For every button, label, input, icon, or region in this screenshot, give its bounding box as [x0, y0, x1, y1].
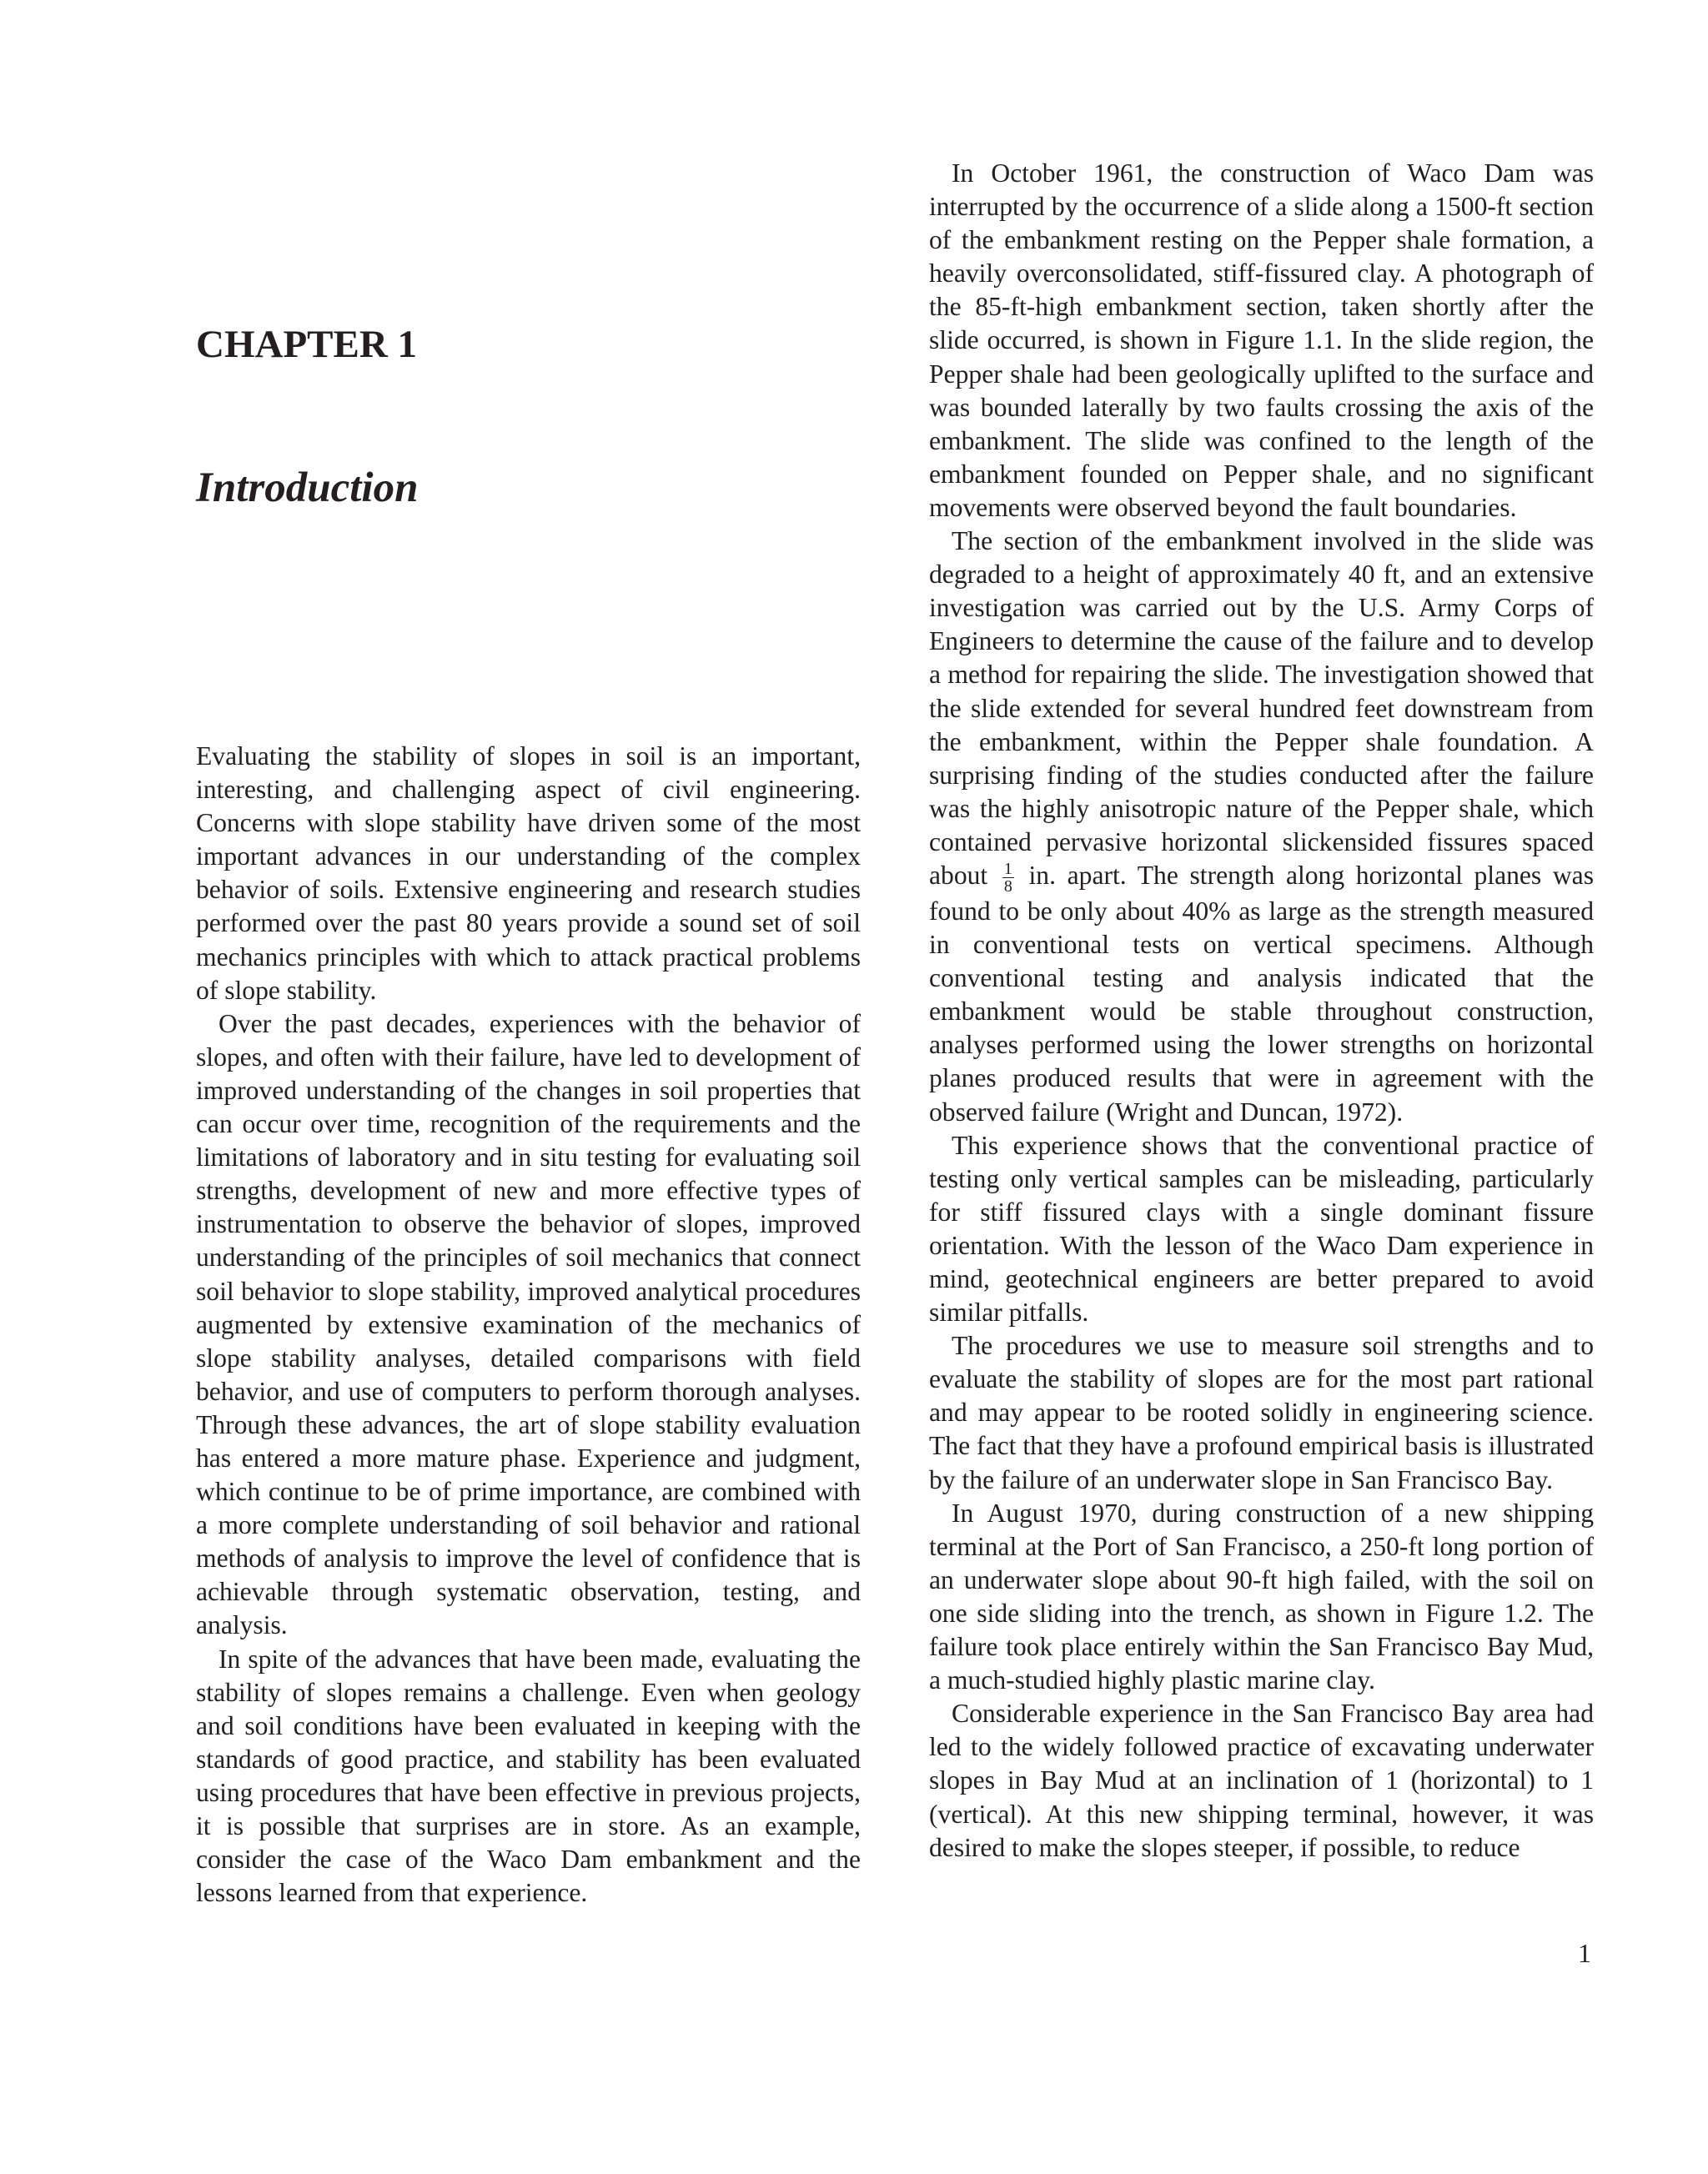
fraction	[1002, 861, 1014, 895]
chapter-title: Introduction	[196, 464, 419, 511]
paragraph-text: The section of the embankment involved in the slide was degraded to a height of approximately 40 ft, and an extensive investigation was carried out by the U.S. Army Corps of Engineers to determine the cause of the failure and to develop a method for repairing the slide. The investigation showed that the slide extended for several hundred feet downstream from the embankment, within the Pepper shale foundation. A surprising finding of the studies conducted after the failure was the highly anisotropic nature of the Pepper shale, which contained pervasive horizontal slickensided fissures spaced about	[929, 526, 1594, 890]
paragraph	[929, 525, 1594, 1129]
fraction-denominator: 8	[1003, 876, 1012, 896]
page-number: 1	[1578, 1938, 1591, 1968]
paragraph: In October 1961, the construction of Waco Dam was interrupted by the occurrence of a slide along a 1500-ft section of the embankment resting on the Pepper shale formation, a heavily overconsolidated, stiff-fissured clay. A photograph of the 85-ft-high embankment section, taken shortly after the slide occurred, is shown in Figure 1.1. In the slide region, the Pepper shale had been geologically uplifted to the surface and was bounded laterally by two faults crossing the axis of the embankment. The slide was confined to the length of the embankment founded on Pepper shale, and no significant movements were observed beyond the fault boundaries.	[929, 158, 1594, 522]
paragraph: In August 1970, during construction of a new shipping terminal at the Port of San Francisco, a 250-ft long portion of an underwater slope about 90-ft high failed, with the soil on one side sliding into the trench, as shown in Figure 1.2. The failure took place entirely within the San Francisco Bay Mud, a much-studied highly plastic marine clay.	[929, 1498, 1594, 1695]
right-column	[929, 157, 1594, 1865]
paragraph: In spite of the advances that have been made, evaluating the stability of slopes remains a challenge. Even when geology and soil conditions have been evaluated in keeping with the standards of good practice, and stability has been evaluated using procedures that have been effective in previous projects, it is possible that surprises are in store. As an example, consider the case of the Waco Dam embankment and the lessons learned from that experience.	[196, 1644, 861, 1908]
chapter-label: CHAPTER 1	[196, 323, 418, 366]
left-column	[196, 740, 861, 1910]
paragraph-text: in. apart. The strength along horizontal planes was found to be only about 40% as large as the strength measured in conventional tests on vertical specimens. Although conventional testing and analysis indicated that the embankment would be stable throughout construction, analyses performed using the lower strengths on horizontal planes produced results that were in agreement with the observed failure (Wright and Duncan, 1972).	[929, 860, 1595, 1127]
paragraph: Evaluating the stability of slopes in soil is an important, interesting, and challenging aspect of civil engineering. Concerns with slope stability have driven some of the most important advances in our understanding of the complex behavior of soils. Extensive engineering and research studies performed over the past 80 years provide a sound set of soil mechanics principles with which to attack practical problems of slope stability.	[196, 741, 861, 1005]
fraction-numerator: 1	[1003, 859, 1012, 878]
paragraph: This experience shows that the conventional practice of testing only vertical samples can be misleading, particularly for stiff fissured clays with a single dominant fissure orientation. With the lesson of the Waco Dam experience in mind, geotechnical engineers are better prepared to avoid similar pitfalls.	[929, 1130, 1594, 1328]
paragraph: The procedures we use to measure soil strengths and to evaluate the stability of slopes are for the most part rational and may appear to be rooted solidly in engineering science. The fact that they have a profound empirical basis is illustrated by the failure of an underwater slope in San Francisco Bay.	[929, 1331, 1594, 1494]
paragraph: Over the past decades, experiences with the behavior of slopes, and often with their failure, have led to development of improved understanding of the changes in soil properties that can occur over time, recognition of the requirements and the limitations of laboratory and in situ testing for evaluating soil strengths, development of new and more effective types of instrumentation to observe the behavior of slopes, improved understanding of the principles of soil mechanics that connect soil behavior to slope stability, improved analytical procedures augmented by extensive examination of the mechanics of slope stability analyses, detailed comparisons with field behavior, and use of computers to perform thorough analyses. Through these advances, the art of slope stability evaluation has entered a more mature phase. Experience and judgment, which continue to be of prime importance, are combined with a more complete understanding of soil behavior and rational methods of analysis to improve the level of confidence that is achievable through systematic observation, testing, and analysis.	[196, 1008, 861, 1640]
paragraph: Considerable experience in the San Francisco Bay area had led to the widely followed practice of excavating underwater slopes in Bay Mud at an inclination of 1 (horizontal) to 1 (vertical). At this new shipping terminal, however, it was desired to make the slopes steeper, if possible, to reduce	[929, 1699, 1594, 1862]
